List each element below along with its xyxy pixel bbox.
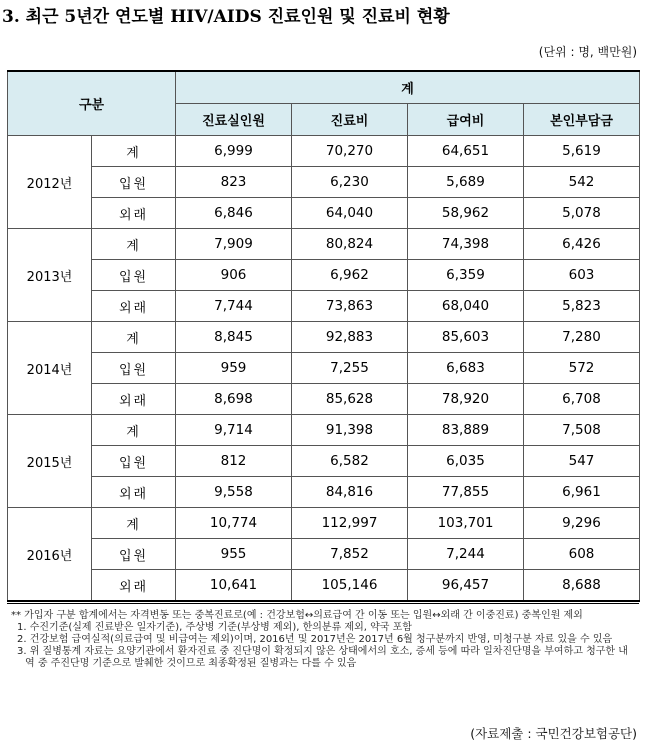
value-cell: 112,997: [292, 508, 408, 539]
value-cell: 959: [176, 353, 292, 384]
value-cell: 9,296: [524, 508, 640, 539]
value-cell: 547: [524, 446, 640, 477]
value-cell: 103,701: [408, 508, 524, 539]
value-cell: 78,920: [408, 384, 524, 415]
row-label: 외래: [92, 477, 176, 508]
value-cell: 6,962: [292, 260, 408, 291]
header-total: 계: [176, 71, 640, 104]
row-label: 계: [92, 415, 176, 446]
value-cell: 7,280: [524, 322, 640, 353]
row-label: 입원: [92, 353, 176, 384]
footnote: 3. 위 질병통계 자료는 요양기관에서 환자진료 중 진단명이 확정되지 않은 상태에서의 호소, 증세 등에 따라 일차진단명을 부여하고 청구한 내역 중 주진단명 기준으로 발췌한 것이므로 최종확정된 질병과는 다를 수 있음: [17, 646, 628, 669]
footnotes: [7, 603, 639, 718]
value-cell: 7,909: [176, 229, 292, 260]
value-cell: 6,035: [408, 446, 524, 477]
table-row: [8, 477, 640, 508]
table-row: [8, 446, 640, 477]
footnote: 1. 수진기준(실제 진료받은 일자기준), 주상병 기준(부상병 제외), 한의분류 제외, 약국 포함: [17, 622, 412, 633]
value-cell: 64,651: [408, 136, 524, 167]
value-cell: 83,889: [408, 415, 524, 446]
table-row: [8, 260, 640, 291]
value-cell: 542: [524, 167, 640, 198]
table-row: [8, 198, 640, 229]
value-cell: 608: [524, 539, 640, 570]
value-cell: 5,619: [524, 136, 640, 167]
value-cell: 64,040: [292, 198, 408, 229]
value-cell: 7,508: [524, 415, 640, 446]
value-cell: 6,426: [524, 229, 640, 260]
table-row: [8, 415, 640, 446]
value-cell: 7,852: [292, 539, 408, 570]
value-cell: 6,582: [292, 446, 408, 477]
table-row: [8, 229, 640, 260]
table-row: [8, 508, 640, 539]
value-cell: 77,855: [408, 477, 524, 508]
value-cell: 906: [176, 260, 292, 291]
value-cell: 6,230: [292, 167, 408, 198]
value-cell: 603: [524, 260, 640, 291]
value-cell: 85,603: [408, 322, 524, 353]
row-label: 계: [92, 508, 176, 539]
column-header: 진료비: [292, 104, 408, 136]
value-cell: 58,962: [408, 198, 524, 229]
value-cell: 572: [524, 353, 640, 384]
value-cell: 9,558: [176, 477, 292, 508]
value-cell: 7,244: [408, 539, 524, 570]
value-cell: 84,816: [292, 477, 408, 508]
table-row: [8, 167, 640, 198]
column-header: 본인부담금: [524, 104, 640, 136]
row-label: 계: [92, 136, 176, 167]
table-row: [8, 539, 640, 570]
table-row: [8, 291, 640, 322]
year-cell: 2015년: [8, 415, 92, 508]
column-header: 급여비: [408, 104, 524, 136]
row-label: 계: [92, 229, 176, 260]
year-cell: 2014년: [8, 322, 92, 415]
footnote: 2. 건강보험 급여실적(의료급여 및 비급여는 제외)이며, 2016년 및 2017년은 2017년 6월 청구분까지 반영, 미청구분 자료 있을 수 있음: [17, 634, 613, 645]
value-cell: 10,774: [176, 508, 292, 539]
value-cell: 8,698: [176, 384, 292, 415]
row-label: 입원: [92, 446, 176, 477]
table-row: [8, 322, 640, 353]
row-label: 외래: [92, 384, 176, 415]
table-body: [8, 136, 640, 602]
value-cell: 6,961: [524, 477, 640, 508]
value-cell: 70,270: [292, 136, 408, 167]
value-cell: 7,744: [176, 291, 292, 322]
year-cell: 2016년: [8, 508, 92, 602]
value-cell: 6,708: [524, 384, 640, 415]
value-cell: 8,688: [524, 570, 640, 602]
table-row: [8, 353, 640, 384]
source-label: (자료제출 : 국민건강보험공단): [470, 726, 637, 741]
value-cell: 85,628: [292, 384, 408, 415]
value-cell: 10,641: [176, 570, 292, 602]
table-row: [8, 384, 640, 415]
value-cell: 6,846: [176, 198, 292, 229]
value-cell: 91,398: [292, 415, 408, 446]
value-cell: 5,823: [524, 291, 640, 322]
row-label: 입원: [92, 260, 176, 291]
value-cell: 9,714: [176, 415, 292, 446]
footnote: ** 가입자 구분 합계에서는 자격변동 또는 중복진료로(예 : 건강보험↔의료급여 간 이동 또는 입원↔외래 간 이중진료) 중복인원 제외: [11, 610, 583, 621]
value-cell: 5,078: [524, 198, 640, 229]
value-cell: 823: [176, 167, 292, 198]
year-cell: 2012년: [8, 136, 92, 229]
value-cell: 74,398: [408, 229, 524, 260]
page-title: 3. 최근 5년간 연도별 HIV/AIDS 진료인원 및 진료비 현황: [2, 7, 450, 27]
value-cell: 80,824: [292, 229, 408, 260]
value-cell: 105,146: [292, 570, 408, 602]
value-cell: 7,255: [292, 353, 408, 384]
value-cell: 5,689: [408, 167, 524, 198]
column-header: 진료실인원: [176, 104, 292, 136]
value-cell: 73,863: [292, 291, 408, 322]
value-cell: 8,845: [176, 322, 292, 353]
unit-label: (단위 : 명, 백만원): [538, 45, 637, 59]
row-label: 입원: [92, 539, 176, 570]
value-cell: 92,883: [292, 322, 408, 353]
header-group: 구분: [8, 71, 176, 136]
row-label: 외래: [92, 198, 176, 229]
value-cell: 955: [176, 539, 292, 570]
row-label: 계: [92, 322, 176, 353]
value-cell: 6,999: [176, 136, 292, 167]
table-row: [8, 570, 640, 602]
row-label: 외래: [92, 570, 176, 602]
row-label: 입원: [92, 167, 176, 198]
table-row: [8, 136, 640, 167]
hiv-aids-stats-table: [7, 70, 640, 602]
row-label: 외래: [92, 291, 176, 322]
value-cell: 96,457: [408, 570, 524, 602]
value-cell: 6,359: [408, 260, 524, 291]
value-cell: 6,683: [408, 353, 524, 384]
value-cell: 812: [176, 446, 292, 477]
year-cell: 2013년: [8, 229, 92, 322]
value-cell: 68,040: [408, 291, 524, 322]
